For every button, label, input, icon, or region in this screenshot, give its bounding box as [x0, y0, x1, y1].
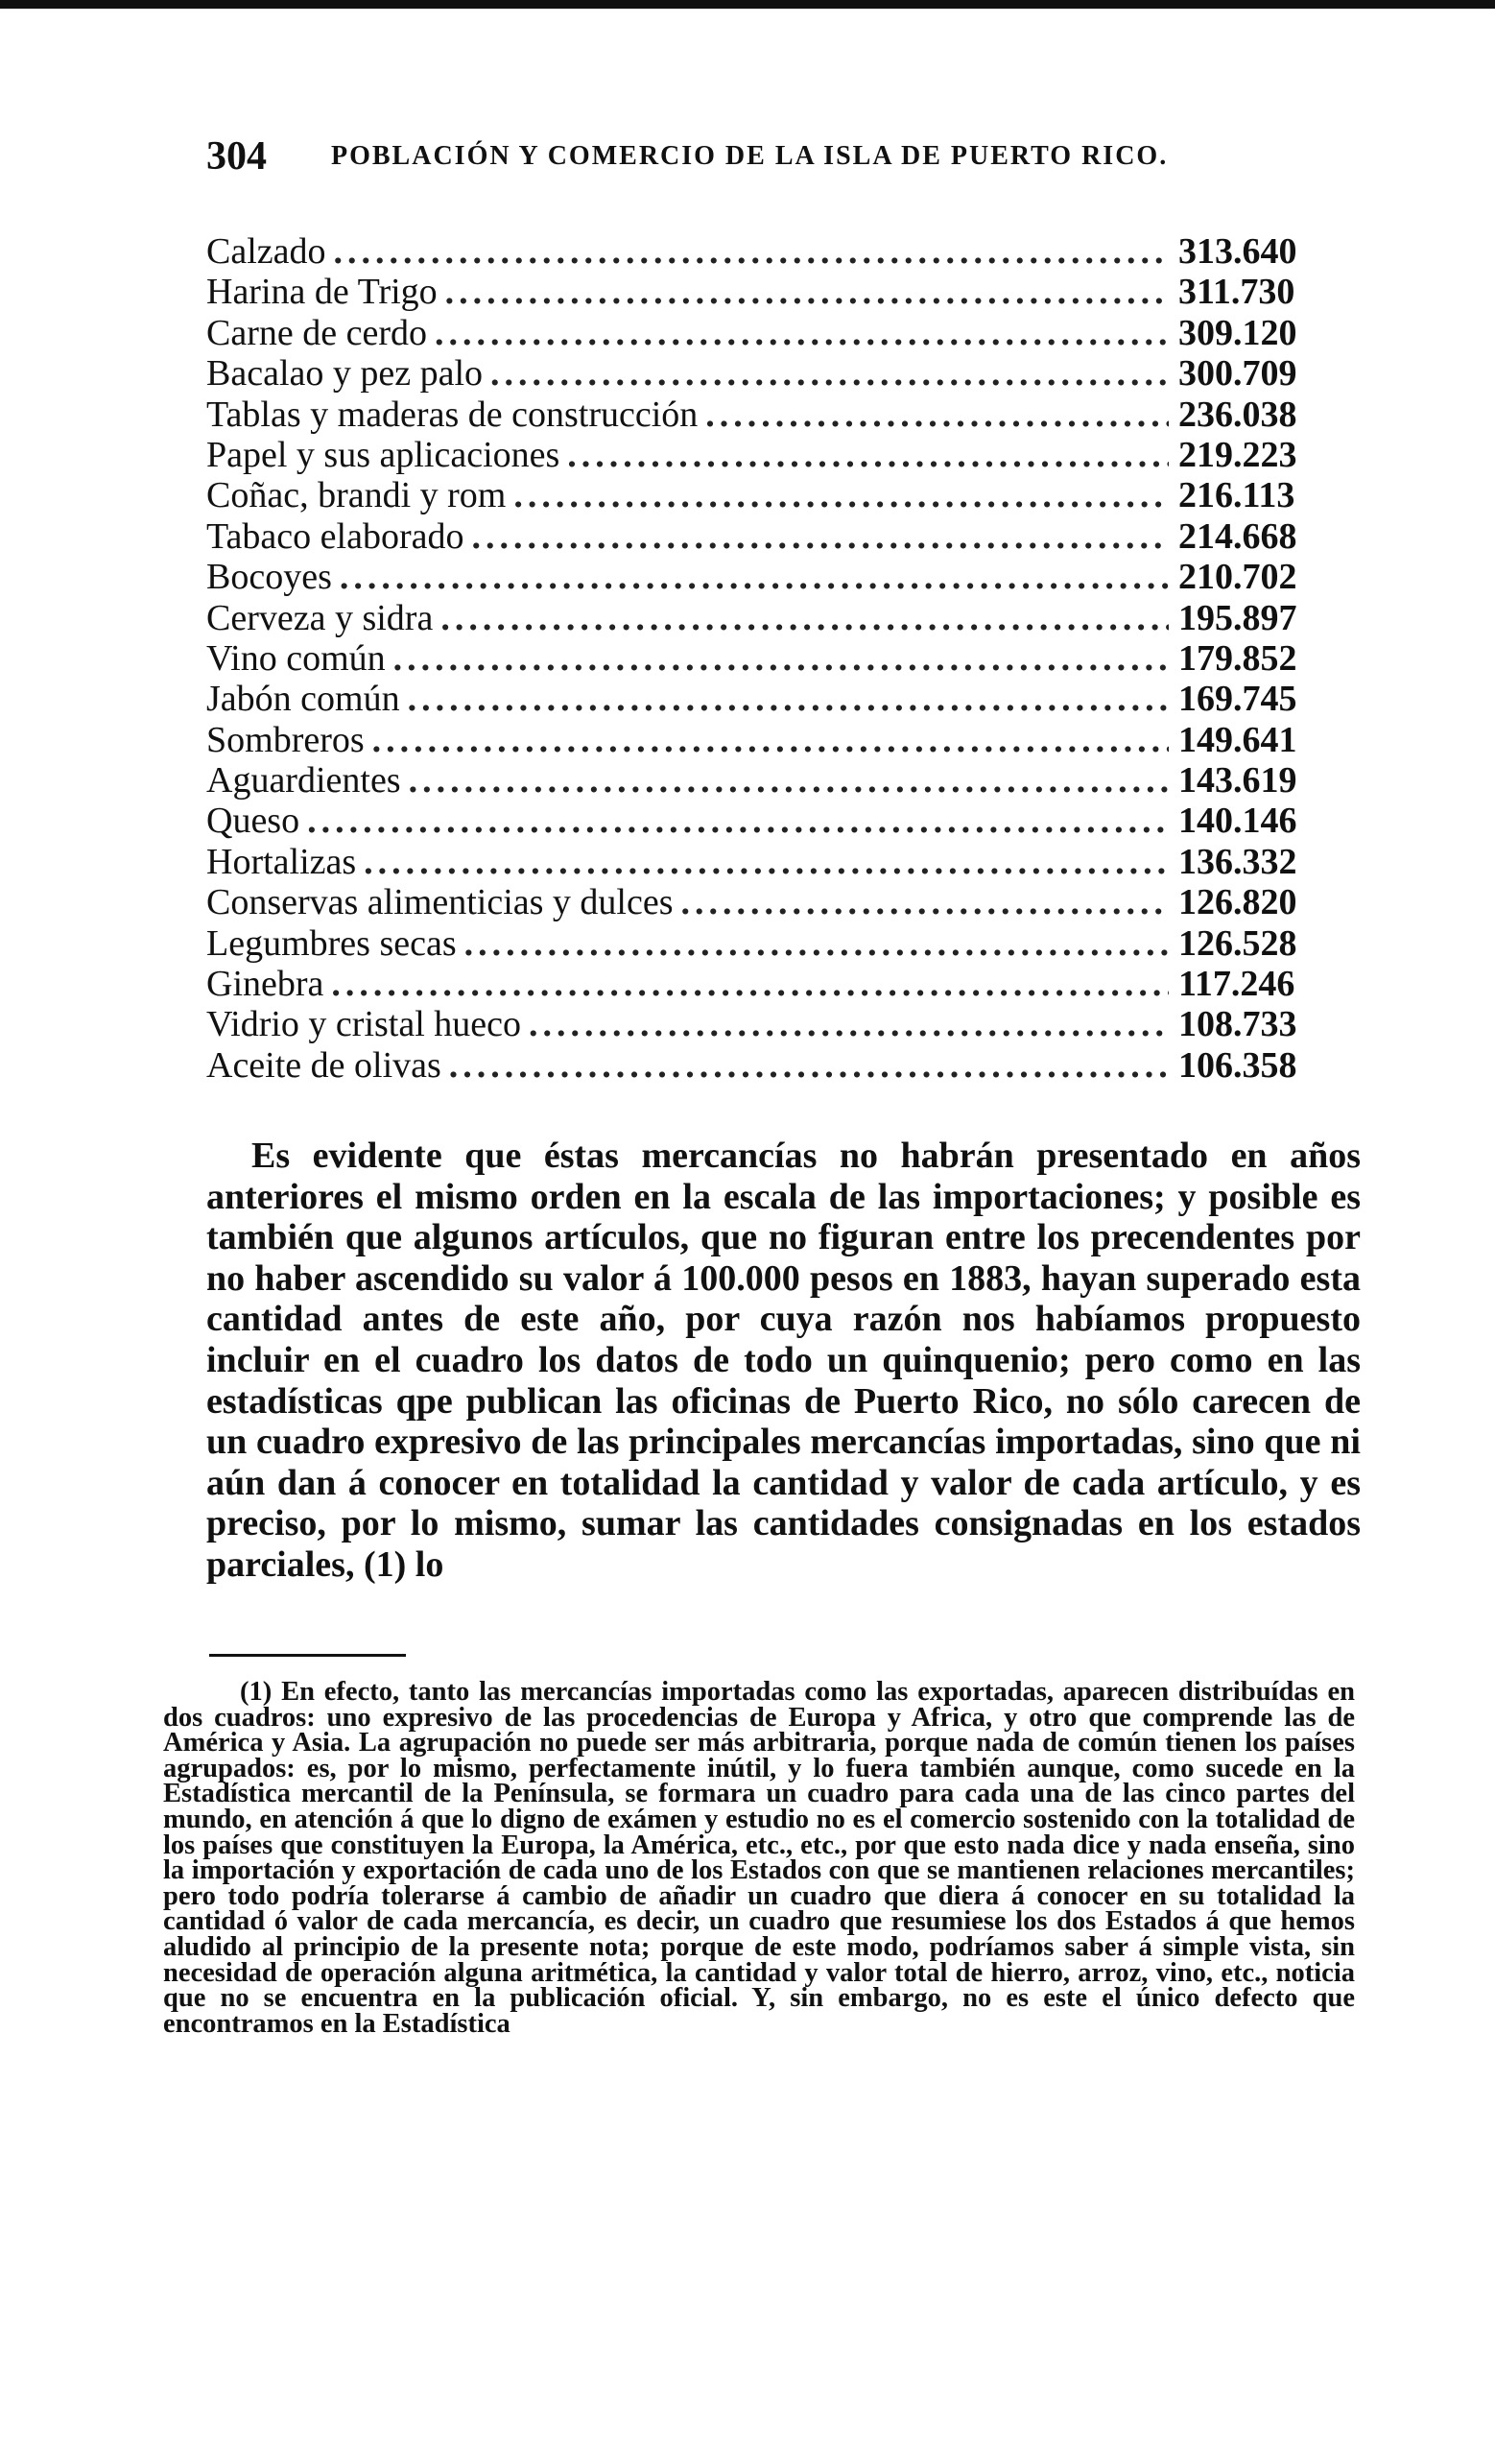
- table-row: [206, 313, 1317, 353]
- table-row: [206, 353, 1317, 394]
- dot-leader: [471, 516, 1169, 557]
- row-item: Calzado: [206, 231, 326, 272]
- table-row: [206, 231, 1317, 272]
- row-value: 214.668: [1178, 515, 1297, 557]
- dot-leader: [331, 964, 1169, 1004]
- table-row: [206, 1004, 1317, 1044]
- row-item: Vino común: [206, 637, 386, 679]
- row-value: 136.332: [1178, 841, 1297, 882]
- dot-leader: [449, 1045, 1169, 1086]
- row-value: 149.641: [1178, 719, 1297, 760]
- row-value: 126.820: [1178, 882, 1297, 923]
- dot-leader: [334, 231, 1169, 272]
- row-item: Legumbres secas: [206, 922, 457, 964]
- row-item: Queso: [206, 801, 300, 842]
- row-item: Aguardientes: [206, 760, 401, 801]
- dot-leader: [307, 801, 1169, 841]
- dot-leader: [529, 1004, 1169, 1044]
- dot-leader: [364, 842, 1169, 882]
- row-item: Harina de Trigo: [206, 272, 438, 313]
- dot-leader: [513, 475, 1169, 515]
- row-item: Conservas alimenticias y dulces: [206, 882, 674, 923]
- dot-leader: [435, 313, 1169, 353]
- row-value: 195.897: [1178, 597, 1297, 638]
- dot-leader: [408, 679, 1169, 719]
- row-item: Bacalao y pez palo: [206, 353, 484, 395]
- dot-leader: [567, 435, 1169, 475]
- dot-leader: [340, 557, 1169, 597]
- row-value: 300.709: [1178, 353, 1297, 395]
- top-edge-rule: [0, 0, 1495, 9]
- row-value: 311.730: [1178, 272, 1295, 313]
- table-row: [206, 557, 1317, 597]
- table-row: [206, 435, 1317, 475]
- row-value: 216.113: [1178, 475, 1295, 516]
- row-item: Ginebra: [206, 964, 324, 1005]
- table-row: [206, 516, 1317, 557]
- row-value: 236.038: [1178, 394, 1297, 435]
- row-value: 179.852: [1178, 637, 1297, 679]
- row-value: 140.146: [1178, 801, 1297, 842]
- table-row: [206, 882, 1317, 922]
- table-row: [206, 842, 1317, 882]
- row-value: 169.745: [1178, 679, 1297, 720]
- table-row: [206, 964, 1317, 1004]
- row-value: 106.358: [1178, 1044, 1297, 1086]
- table-row: [206, 679, 1317, 719]
- dot-leader: [393, 638, 1169, 679]
- row-item: Vidrio y cristal hueco: [206, 1004, 522, 1045]
- row-item: Hortalizas: [206, 841, 357, 882]
- row-item: Bocoyes: [206, 557, 332, 598]
- row-value: 108.733: [1178, 1004, 1297, 1045]
- dot-leader: [440, 598, 1169, 638]
- row-item: Coñac, brandi y rom: [206, 475, 507, 516]
- row-value: 143.619: [1178, 760, 1297, 801]
- dot-leader: [681, 882, 1170, 922]
- row-value: 126.528: [1178, 922, 1297, 964]
- dot-leader: [705, 395, 1169, 435]
- table-row: [206, 801, 1317, 841]
- table-row: [206, 720, 1317, 760]
- row-item: Cerveza y sidra: [206, 597, 434, 638]
- row-item: Aceite de olivas: [206, 1044, 441, 1086]
- row-item: Papel y sus aplicaciones: [206, 434, 560, 475]
- dot-leader: [409, 760, 1169, 801]
- footnote-rule: [209, 1654, 406, 1657]
- page-header: [206, 132, 1358, 180]
- row-item: Carne de cerdo: [206, 312, 427, 353]
- table-row: [206, 475, 1317, 515]
- table-row: [206, 1045, 1317, 1086]
- footnote: (1) En efecto, tanto las mercancías importadas como las exportadas, aparecen distribuídas en dos cuadros: uno expresivo de las procedencias de Europa y Africa, y otro que comprende las de América y Asia. La agrupación no puede ser más arbitraria, porque nada de común tienen los países agrupados: es, por lo mismo, perfectamente inútil, y lo fuera también aunque, como sucede en la Estadística mercantil de la Península, se formara un cuadro para cada una de las cinco partes del mundo, en atención á que lo digno de exámen y estudio no es el comercio sostenido con la totalidad de los países que constituyen la Europa, la América, etc., etc., por que esto nada dice y nada enseña, sino la importación y exportación de cada uno de los Estados con que se mantienen relaciones mercantiles; pero todo podría tolerarse á cambio de añadir un cuadro que diera á conocer en su totalidad la cantidad ó valor de cada mercancía, es decir, un cuadro que resumiese los dos Estados á que hemos aludido al principio de la presente nota; porque de este modo, podríamos saber á simple vista, sin necesidad de operación alguna aritmética, la cantidad y valor total de hierro, arroz, vino, etc., noticia que no se encuentra en la publicación oficial. Y, sin embargo, no es este el único defecto que encontramos en la Estadística: [163, 1677, 1355, 2039]
- table-row: [206, 598, 1317, 638]
- table-row: [206, 638, 1317, 679]
- row-item: Tabaco elaborado: [206, 515, 464, 557]
- table-row: [206, 395, 1317, 435]
- row-item: Sombreros: [206, 719, 365, 760]
- row-item: Tablas y maderas de construcción: [206, 394, 699, 435]
- dot-leader: [464, 923, 1169, 964]
- running-title: POBLACIÓN Y COMERCIO DE LA ISLA DE PUERTO RICO.: [331, 141, 1169, 171]
- table-row: [206, 272, 1317, 312]
- page-number: 304: [206, 134, 267, 179]
- row-value: 210.702: [1178, 557, 1297, 598]
- row-value: 219.223: [1178, 434, 1297, 475]
- dot-leader: [445, 272, 1169, 312]
- row-value: 117.246: [1178, 964, 1295, 1005]
- row-value: 313.640: [1178, 231, 1297, 272]
- dot-leader: [372, 720, 1169, 760]
- imports-table: [206, 231, 1317, 1086]
- row-value: 309.120: [1178, 312, 1297, 353]
- table-row: [206, 760, 1317, 801]
- row-item: Jabón común: [206, 679, 400, 720]
- body-paragraph: Es evidente que éstas mercancías no habrán presentado en años anteriores el mismo orden en la escala de las importaciones; y posible es también que algunos artículos, que no figuran entre los precendentes por no haber ascendido su valor á 100.000 pesos en 1883, hayan superado esta cantidad antes de este año, por cuya razón nos habíamos propuesto incluir en el cuadro los datos de todo un quinquenio; pero como en las estadísticas qpe publican las oficinas de Puerto Rico, no sólo carecen de un cuadro expresivo de las principales mercancías importadas, sino que ni aún dan á conocer en totalidad la cantidad y valor de cada artículo, y es preciso, por lo mismo, sumar las cantidades consignadas en los estados parciales, (1) lo: [206, 1136, 1361, 1585]
- table-row: [206, 923, 1317, 964]
- dot-leader: [490, 353, 1169, 394]
